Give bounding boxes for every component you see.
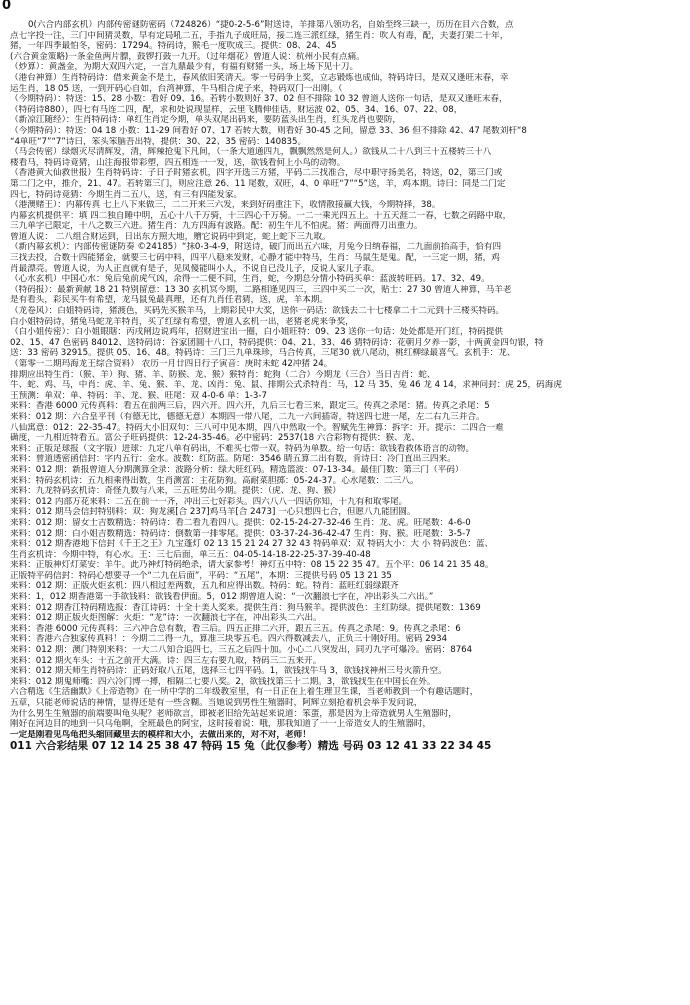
text-line: 正版特平码信封：特码心想要寻一个“二九在后面”，平码：“五尾”，本期：三提供号码 05 13 21 35 xyxy=(10,570,392,581)
text-line: 来料：012 期香江特码精选报：香江诗码：十全十美人奖来。提供生肖：狗马猴羊。提供波色：主红防绿。提供尾数：1369 xyxy=(10,602,481,613)
text-line: 来料：012 内部万花来料：二五在前一一齐，冲出三七好彩头。四六八八一四话你知，十九有和取零尾。 xyxy=(10,496,408,507)
text-line: （白小姐传密）：白小姐眼瞎：丙戌闸边说鸡年，招财进宝出一圈，白小姐旺特：09、23 送你一句话：处处都是开门红，特码提供 xyxy=(10,327,503,338)
text-line: （龙卷风）：白姐特码诗，猪渡色，买码先买猴羊马，上期彩民中大奖，送你一码话：欲钱去二十七楼拿二十二元到十三楼买特码。 xyxy=(10,306,505,317)
text-line: 楼看马，特码诗竟猜，山注海报带彩塑，四五相连一一发，送，欲钱看何上小鸟的动物。 xyxy=(10,157,346,168)
text-line: “4单旺“7”“7”诗曰，笨头笨脑吾出特，提供：30、22、35 密码：140835。 xyxy=(10,136,307,147)
text-line: 第二门之中，推介，21、47。若转第三门，则应注意 26、11 尾数，双旺，4、0 单旺“7”“5”送，羊，鸡本期。诗曰：同是二门定 xyxy=(10,178,506,189)
text-line: 来料：012 期天师生肖特码诗：正码好取八五尾，选择三七四平码。1，欲钱找牛马 3，欲钱找神州三号火箭升空。 xyxy=(10,666,447,677)
text-line: 牛、蛇、鸡、马，中肖：虎、羊、兔、猴、羊、龙、凶肖：兔、鼠、排期公式杀特肖：马，12 马 35、兔 46 龙 4 14，求神问封：虎 25，码海虎 xyxy=(10,380,562,391)
text-line: 来料：特码玄机诗：五九相乘得出数，生肖测富：主花防狗。高耐菜胆掷：05-24-37。心水尾数：二三八。 xyxy=(10,475,419,486)
text-line: 来料：012 期：澳门特别来料：一大二八知合追四七，三五之后四十加。小心二八突发出，同刃九字可爆冷。密码：8764 xyxy=(10,645,473,656)
text-line: 是有看头，彩民买牛有希望，龙马鼠兔最真理，还有九肖任君猜，送，虎，羊本期。 xyxy=(10,295,328,306)
text-line: 来料：香港 6000 元传真料：三六冲合总有数，看三后。四五正排二六开，跟五三五。传真之杀尾：9。传真之杀尾：6 xyxy=(10,623,461,634)
text-line: （第零一二期玛海龙王综合资料） 农历一月廿四日行子寅音：庚时未蛇 42冲猪 24。 xyxy=(10,359,333,369)
article-body xyxy=(10,20,684,753)
text-line: 来料：正版神灯灯菜安：羊牛。此乃神灯特码绝杀，请大家参考！神灯五中特：08 15 22 35 47。五个平：06 14 21 35 48。 xyxy=(10,560,494,571)
text-line: 送：33 密码 32915。提供 05、16、48。特码诗：三门三九单珠珍，马合传真，三尾30 就八尾动，桃红柳绿最喜气。玄机手：龙、 xyxy=(10,348,516,359)
text-line: 02、15、47 色密码 84012、送特码诗：谷家团圆十八口，特码提供：04、21、33、46 猜特码诗：花朝月夕养一影，十两黄金四句银，特 xyxy=(10,337,544,348)
text-line: （心水玄机）中国心水：兔后兔前虎气凶，余得一二便不同，生肖，蛇，今期总分情小特码买单：蓝波转旺码。17、32、49。 xyxy=(10,274,490,285)
text-line: 来料：曾道透密函信封：字内五行：金水。波数：红防蓝。防尾：3546 睛五算二出有数，肯诗曰：冷门直出三四来。 xyxy=(10,454,456,465)
text-line: 来料：1，012 期香港第一手欲钱料：欲钱看伊面。5，012 期曾道人说：“一次翻浪七字在，冲出彩头二六出。” xyxy=(10,592,434,603)
page-number: 0 xyxy=(2,0,12,13)
text-line: 运生肖，18 05 送，一到开码心自如，台湾神算，牛马相合虎子来，特码双门一出刚。（ xyxy=(10,83,343,94)
text-line: 来料：香港 6000 元传真料：看五在前两三后，四六开。四六开，九后三七看三来，跟定三。传真之杀尾：猪。传真之杀尾：5 xyxy=(10,401,490,412)
text-line: 来料：012 期正版火炬图解：火炬：“龙”诗：一次翻浪七字在，冲出彩头二六出。 xyxy=(10,613,322,624)
text-line: 来料：012 期：留女士吉数精选：特码诗：看二看九看四八。提供：02-15-24-27-32-46 生肖：龙、虎。旺尾数：4-6-0 xyxy=(10,517,471,528)
text-line: 来料：012 期香港地下信封《千王之王》九宝蓬灯 02 13 15 21 24 27 32 43 特码单双：双 特码大小：大 小 特码波色：蓝、 xyxy=(10,539,494,550)
text-line: 肖最漂亮。曾道人说，为人正直就有是子，见凤傻能叫小人，不说自已没儿子，反说人家儿子乖。 xyxy=(10,263,380,274)
text-line: 六合精选《生活幽默》《上帝造物》在一所中学的二年级教室里，有一日正在上着生理卫生课，当老师教到一个有趣话题时， xyxy=(10,687,479,698)
text-line: 八仙寓意：012：22-35-47。特码大小旧双句：三八可中见本期，四八中然取一个。智赋先生神算：拆字：开。提示：二四合一难 xyxy=(10,422,504,433)
text-line: 内幕玄机提供平：填 四二独自睡中明，五心十八千万骑，十三四心千万骑。一二一乘光四五上。十五天涯二一春，七数之码路中取， xyxy=(10,210,512,221)
text-line: 一定是刚看见鸟龟把头缩回藏里去的模样和大小，去做出来的，对不对，老师！ xyxy=(10,729,311,740)
text-line: 来料：香港六合独家传真料！：今期二二得一九，算准三块零五毛。四六得数减去八，正负三十刚好用。密码 2934 xyxy=(10,634,448,645)
text-line: （炒算）：黄盏金，为期大双四六定，一言九鼎最少有，有福有财猪一头，场上场下见十刀。 xyxy=(10,62,359,73)
text-line: 来料：九龙特码玄机诗：奇怪九数与八来，三五旺势出今期。提供：（虎、龙、狗、猴） xyxy=(10,486,341,497)
text-line: （新内幕玄机）：内部传密谜防奏 ©24185）“抹0-3-4-9，附送诗，破门而出五六味，月兔今日纳春福，二九面前抬高手，恰有四 xyxy=(10,242,502,253)
text-line: （新凉江随经）：生肖特码诗：单红生肖定今期，单头双尾出码来，要防蓝头出生肖，红头龙肖也要防， xyxy=(10,115,402,126)
text-line: （马会传密）绿烟灭尽清辉发，清，辉辣抢鬼下凡间，（一条大道通四九，飘飘然然是何人。）欲钱从二十八到三十五楼转三十八 xyxy=(10,147,492,158)
text-line: 王预测：单双：单、特码：羊、龙、猴、旺尾：双 4-0-6 单：1-3-7 xyxy=(10,390,267,401)
text-line: 为什么男生生殖器的前端要叫龟头呢？老师欲言，即被老旧给先站起来说道：笨蛋，那是因为上帝造就男人生殖器时， xyxy=(10,708,457,719)
text-line: (六合黄金策略)一条金鱼两片膘，鼓锣打鼓一九开。（过年烟花）曾道人说：杭州小民有点痛。 xyxy=(10,51,365,62)
text-line: 来料：012 期：六合皇平刊（有德无比，德德无意）本期四一带八尾，二九一六间插寄，特送四七进一尾，左二右九三并合。 xyxy=(10,411,485,422)
text-line: 三九单字已限定，十八之数三六进。猪生肖：九方四海有波路。配：初生午儿不怕虎。猪：两面得刀出重力。 xyxy=(10,221,423,232)
text-line: 三找去投，合数十四能猪金，就要三七码中料，四平八稳来发财，心静才能中特马，生肖：马鼠生是鬼。配，一三定一期，猪，鸡 xyxy=(10,253,500,264)
text-line: 点七字投一注，三门中间猜灵数，早有定局吼二五，手指九子成旺局，接二连三派红绿，猪生肖：吹人有毒，配，夫妻打架二十年， xyxy=(10,30,509,41)
text-line: 来料：012 期：正版火炬玄机：四八相过差两数，五九和应得出数。特码：蛇。特肖：蓝旺红弱绿跟齐 xyxy=(10,581,399,592)
text-line: 刚好在河边目的地到一只乌龟啊，全班最色的阿宝，这时接着说：哦，那我知道了一一上帝造女人的生殖器时， xyxy=(10,719,432,730)
text-line: 0(六合内部玄机）内部传密谜防密码（724826）“捷0-2-5-6”附送诗，羊排第八领功名，自始至终三缺一，历历在目六合数，点 xyxy=(28,20,514,30)
text-line: 来料：正版足球报（文字版）进球：九定八单有码出，不难买七带一双。特码为单数。给一句话：欲钱看救体语言的动物。 xyxy=(10,443,475,454)
text-line: 生肖玄机诗：今期中特，有心水。王：三七后面，单三五：04-05-14-18-22-25-37-39-40-48 xyxy=(10,549,371,560)
text-line: （港澳赌王）：内幕传真 七上八下来做三，二二开来三六发，来到好码重注下，收情散接赢大钱，今期特择，38。 xyxy=(10,200,441,211)
text-line: （特码报）：最新黄献 18 21 特别留意：13 30 玄机冥今期，二路相逢见四三，三四中买二一次，贴士：27 30 曾道人神算，马羊老 xyxy=(10,284,512,295)
text-line: 确度，一九相近特看五。富公子旺码提供：12-24-35-46。必中密码：2537(18 六合彩物有提供：猴、龙、 xyxy=(10,433,420,444)
text-line: （特码诗880），四七有马连二四，配，求和处说现显样，云里飞腾伸佳话，财运波 02、05、34、16、07、22、08， xyxy=(10,104,463,115)
text-line: （今期特码）：特送：15、28 小数：看好 09、16。若转小数则好 37、02 但不排除 10 32 曾道人送你一句话，是双又逢旺末春， xyxy=(10,94,508,105)
text-line: （今期特码）：特送：04 18 小数：11-29 间看好 07、17 若转大数，则看好 30-45 之间，留意 33、36 但不排除 42、47 尾数刘杆“8 xyxy=(10,125,527,136)
text-line: 来料：012 期：白小姐吉数精选：特码诗：倒数第一排零尾。提供：03-37-24-36-42-47 生肖：狗、猴。旺尾数：3-5-7 xyxy=(10,528,471,539)
text-line: 011 六合彩结果 07 12 14 25 38 47 特码 15 兔（此仅参考）精选 号码 03 12 41 33 22 34 45 xyxy=(10,740,492,753)
text-line: 五章，只能老师说话的神情，显得还是有一些含糊。当她说到男性生殖器时，阿辉立刻抢着机会举手发问说， xyxy=(10,698,423,708)
text-line: 来料：012 期：新报曾道人分期测算全录：波路分析：绿大旺红码。精选篮波：07-13-34。最佳门数：第三门（平码） xyxy=(10,464,464,475)
text-line: 来料：012 期鬼师嘴：四六冷门博一搏，相隔二七要八奖。2，欲钱找第三十二期。3，欲钱找生在中国长在外。 xyxy=(10,676,436,687)
text-line: 白小姐特码诗，猪兔马蛇龙羊特肖，买了红绿有希望，曾道人玄机一出，老猪老虎来争奖， xyxy=(10,316,354,327)
text-line: 来料：012 期马会信封特别料：双：狗龙溪[合 237]鸡马羊[合 2473] 一心只想四七合，但愿八九能团圆。 xyxy=(10,507,416,518)
text-line: （香港黄大仙救世报）生肖特码诗：子日子时猪玄机，四字开选三方猪，平码二三找准合，尽中职守扬美名，特送，02，第三门或 xyxy=(10,168,503,179)
text-line: 曾道人说： 二八组合财运到，日出东方照大地，赠它说码中到定，蛇上蛇下三九取。 xyxy=(10,231,331,242)
text-line: 猪，一年四季最怕冬，密码：17294。特码诗，猴毛一度吹成三。提供：08、24、45 xyxy=(10,41,337,52)
text-line: （港台神算）生肖特码诗：借来黄金不是土，春风依旧笑清天。零一号码争上奖，立志锻炼也成仙，特码诗曰，是双又逢旺末春，幸 xyxy=(10,72,509,83)
text-line: 四七，特码诗竟猜：今期生肖二五八，送，有三有四能发家。 xyxy=(10,189,243,200)
text-line: 来料：012 期火车头：十五之前开大满。诗：四三左右要九取，特码三二五来开。 xyxy=(10,655,322,666)
text-line: 排期应出特生肖：（猴、羊）狗、猪、羊、防猴、龙、猴）猴特肖：蛇狗（二合）今期龙（三合）当日吉肖：蛇、 xyxy=(10,369,436,380)
